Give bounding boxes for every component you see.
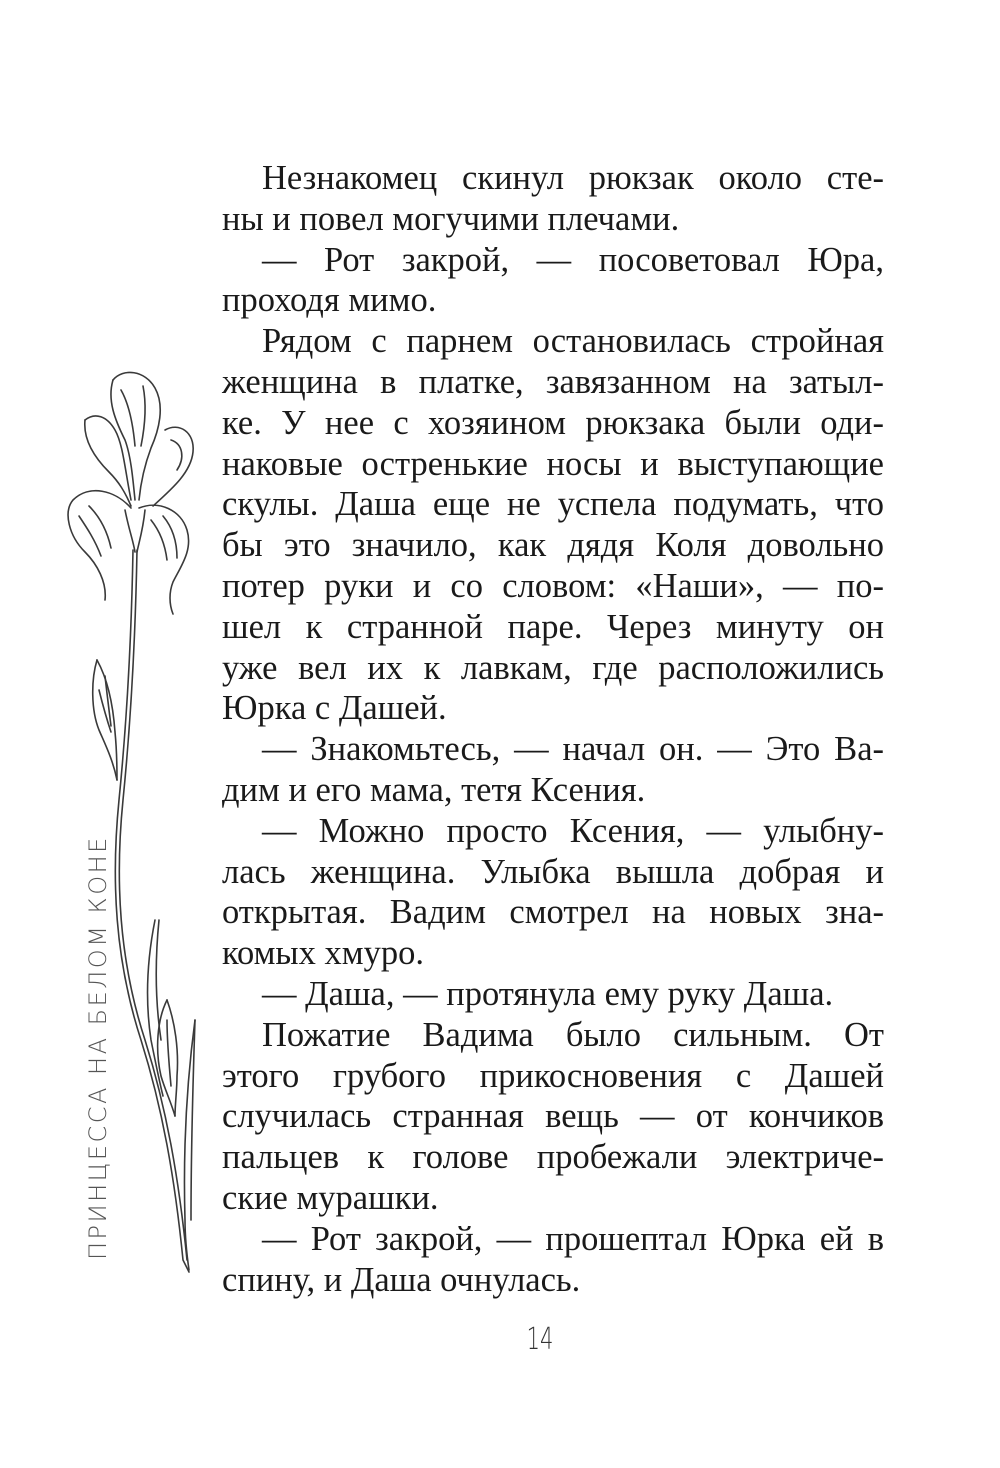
text-line: комых хмуро. (222, 934, 424, 973)
text-line: — Можно просто Ксения, — улыбну- (262, 811, 884, 850)
text-line: Рядом с парнем остановилась стройная (262, 322, 884, 361)
text-line: женщина в платке, завязанном на затыл- (222, 362, 884, 401)
page-number: 14 (526, 1322, 554, 1357)
text-line: лась женщина. Улыбка вышла добрая и (222, 852, 884, 891)
text-line: открытая. Вадим смотрел на новых зна- (222, 893, 884, 932)
body-text (222, 158, 884, 1300)
text-line: ские мурашки. (222, 1178, 439, 1217)
text-line: уже вел их к лавкам, где расположились (222, 648, 884, 687)
text-line: наковые остренькие носы и выступающие (222, 444, 884, 483)
text-line: ны и повел могучими плечами. (222, 199, 680, 238)
text-line: проходя мимо. (222, 281, 437, 320)
text-line: скулы. Даша еще не успела подумать, что (222, 485, 884, 524)
running-head: ПРИНЦЕССА НА БЕЛОМ КОНЕ (84, 835, 112, 1260)
text-line: ке. У нее с хозяином рюкзака были оди- (222, 403, 884, 442)
text-line: Незнакомец скинул рюкзак около сте- (262, 159, 884, 197)
text-line: бы это значило, как дядя Коля довольно (222, 526, 884, 565)
text-line: шел к странной паре. Через минуту он (222, 607, 884, 646)
text-line: — Рот закрой, — прошептал Юрка ей в (262, 1219, 884, 1258)
text-line: Пожатие Вадима было сильным. От (262, 1015, 884, 1054)
text-line: — Знакомьтесь, — начал он. — Это Ва- (262, 730, 884, 769)
text-line: спину, и Даша очнулась. (222, 1260, 581, 1299)
text-line: потер руки и со словом: «Наши», — по- (222, 566, 884, 605)
text-line: случилась странная вещь — от кончиков (222, 1097, 884, 1136)
iris-flower-illustration (55, 360, 215, 1290)
text-line: этого грубого прикосновения с Дашей (222, 1056, 884, 1095)
text-line: пальцев к голове пробежали электриче- (222, 1138, 884, 1177)
text-line: Юрка с Дашей. (222, 689, 447, 728)
text-line: дим и его мама, тетя Ксения. (222, 770, 646, 809)
text-line: — Рот закрой, — посоветовал Юра, (262, 240, 884, 279)
text-line: — Даша, — протянула ему руку Даша. (262, 974, 834, 1013)
